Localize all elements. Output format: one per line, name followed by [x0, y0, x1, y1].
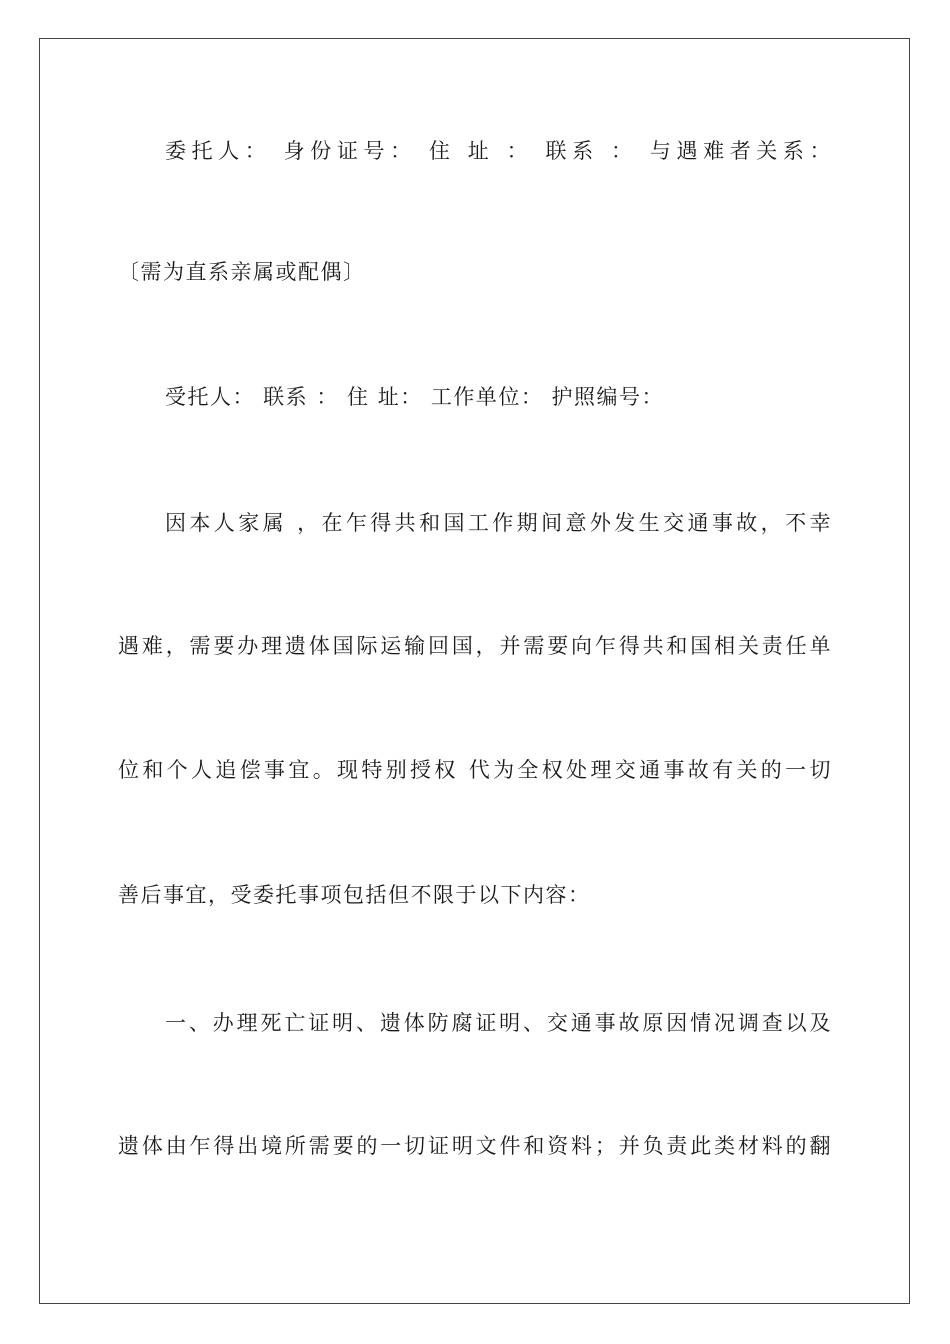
paragraph-line-3: 位和个人追偿事宜。现特别授权 代为全权处理交通事故有关的一切: [118, 758, 832, 782]
relationship-note: 〔需为直系亲属或配偶〕: [118, 260, 366, 284]
item-one-line-2: 遗体由乍得出境所需要的一切证明文件和资料；并负责此类材料的翻: [118, 1134, 832, 1158]
item-one-line-1: 一、办理死亡证明、遗体防腐证明、交通事故原因情况调查以及: [165, 1011, 832, 1035]
paragraph-line-1: 因本人家属 ，在乍得共和国工作期间意外发生交通事故，不幸: [165, 511, 832, 535]
page-border: [39, 38, 910, 1304]
paragraph-line-2: 遇难，需要办理遗体国际运输回国，并需要向乍得共和国相关责任单: [118, 634, 832, 658]
agent-info-line: 受托人： 联系 ： 住 址： 工作单位： 护照编号：: [165, 385, 665, 409]
principal-info-line: 委托人： 身份证号： 住 址 ： 联系 ： 与遇难者关系：: [165, 139, 832, 163]
paragraph-line-4: 善后事宜，受委托事项包括但不限于以下内容：: [118, 883, 591, 907]
